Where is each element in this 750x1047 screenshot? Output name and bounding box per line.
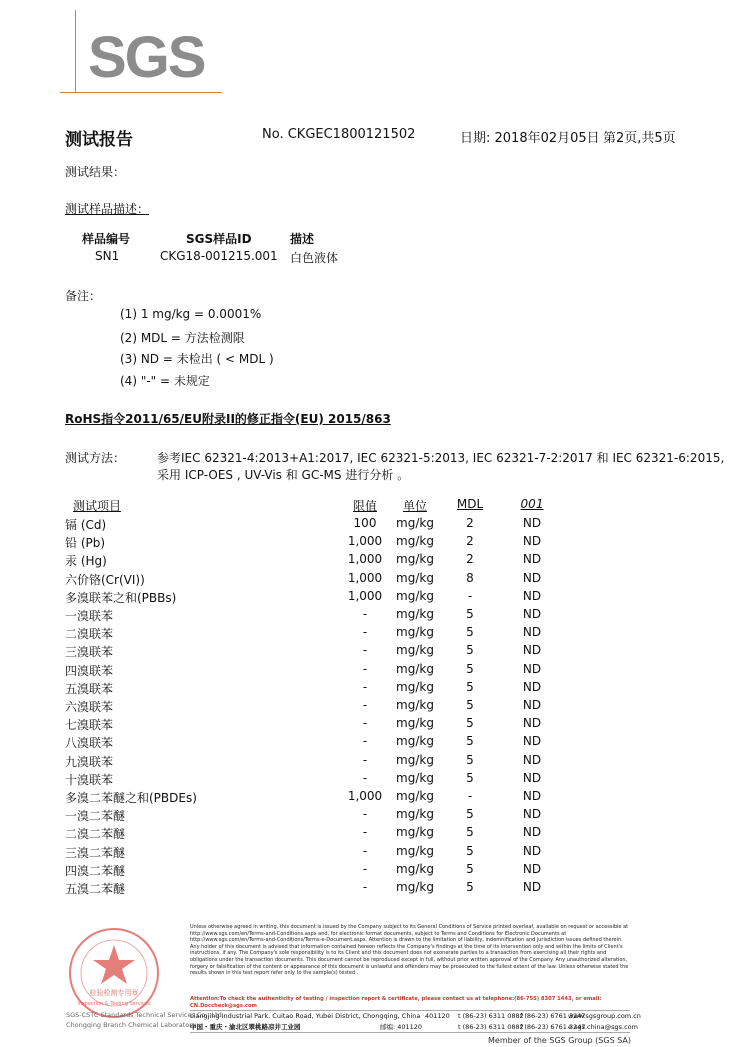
unit-value: mg/kg: [396, 752, 434, 767]
unit-value: mg/kg: [396, 789, 434, 803]
limit-value: -: [362, 825, 368, 840]
directive-title: RoHS指令2011/65/EU附录II的修正指令(EU) 2015/863: [65, 412, 391, 426]
test-item: 三溴联苯: [65, 645, 114, 660]
result-value: ND: [522, 661, 542, 676]
note-item: (1) 1 mg/kg = 0.0001%: [120, 307, 262, 321]
limit-value: 1,000: [347, 588, 383, 603]
test-item: 八溴联苯: [65, 736, 114, 751]
website: www.sgsgroup.com.cn: [568, 1012, 641, 1020]
header-result: 001: [520, 497, 544, 511]
table-row: [0, 516, 750, 534]
result-value: ND: [522, 588, 542, 603]
limit-value: -: [362, 679, 368, 694]
test-item: 五溴二苯醚: [65, 882, 126, 896]
limit-value: 100: [353, 516, 377, 530]
logo-horizontal-line: [60, 92, 222, 93]
mdl-value: 5: [466, 716, 474, 731]
method-text-line1: 参考IEC 62321-4:2013+A1:2017, IEC 62321-5:2013, IEC 62321-7-2:2017 和 IEC 62321-6:2015,: [157, 451, 725, 465]
result-value: ND: [522, 643, 542, 658]
table-row: [0, 698, 750, 716]
result-value: ND: [522, 825, 542, 840]
unit-value: mg/kg: [396, 861, 434, 876]
zip-en: 401120: [425, 1012, 450, 1020]
fax-cn: f (86-23) 6761 3247: [520, 1023, 586, 1031]
test-item: 多溴二苯醚之和(PBDEs): [65, 791, 197, 805]
result-value: ND: [522, 698, 542, 712]
test-item: 一溴联苯: [65, 609, 114, 623]
unit-value: mg/kg: [396, 534, 434, 549]
unit-value: mg/kg: [396, 607, 434, 621]
unit-value: mg/kg: [396, 570, 434, 585]
unit-value: mg/kg: [396, 734, 434, 749]
stamp-sublabel: Inspection & Testing Services: [77, 1001, 151, 1007]
table-row: [0, 680, 750, 698]
mdl-value: 5: [466, 698, 474, 712]
limit-value: -: [362, 843, 368, 858]
result-value: ND: [522, 843, 542, 858]
test-item: 七溴联苯: [65, 718, 114, 733]
header-test-item: 测试项目: [73, 499, 122, 513]
note-item: (2) MDL = 方法检测限: [120, 331, 245, 345]
limit-value: -: [362, 734, 368, 749]
limit-value: -: [362, 716, 368, 731]
unit-value: mg/kg: [396, 698, 434, 712]
method-label: 测试方法：: [65, 451, 126, 465]
table-row: [0, 662, 750, 680]
result-value: ND: [522, 716, 542, 731]
test-item: 镉 (Cd): [65, 518, 107, 532]
address-en: Liangjing Industrial Park, Cuitao Road, Yubei District, Chongqing, China: [190, 1012, 421, 1020]
report-date: 日期: 2018年02月05日: [460, 131, 600, 146]
table-row: [0, 534, 750, 552]
result-value: ND: [522, 880, 542, 894]
result-value: ND: [522, 570, 542, 585]
result-value: ND: [522, 516, 542, 530]
sample-table: [0, 230, 750, 270]
mdl-value: 5: [466, 734, 474, 749]
mdl-value: 5: [466, 861, 474, 876]
result-value: ND: [522, 789, 542, 803]
table-row: [0, 844, 750, 862]
tel-cn: t (86-23) 6311 0882: [458, 1023, 524, 1031]
table-row: [0, 771, 750, 789]
test-item: 四溴二苯醚: [65, 863, 126, 878]
mdl-value: 5: [466, 643, 474, 658]
unit-value: mg/kg: [396, 770, 434, 785]
mdl-value: 5: [466, 625, 474, 640]
table-row: [0, 789, 750, 807]
limit-value: -: [362, 698, 368, 712]
limit-value: 1,000: [347, 552, 383, 567]
member-of-sgs: Member of the SGS Group (SGS SA): [488, 1036, 632, 1045]
limit-value: -: [362, 770, 368, 785]
test-item: 汞 (Hg): [65, 554, 107, 569]
table-row: [0, 589, 750, 607]
sample-header-id: SGS样品ID: [186, 232, 252, 246]
sample-no: SN1: [95, 249, 120, 263]
mdl-value: 2: [466, 516, 474, 530]
result-value: ND: [522, 752, 542, 767]
table-row: [0, 734, 750, 752]
inspection-stamp: [58, 925, 170, 1023]
mdl-value: 5: [466, 661, 474, 676]
unit-value: mg/kg: [396, 552, 434, 567]
limit-value: -: [362, 880, 368, 894]
stamp-label: 检验检测专用章: [89, 989, 139, 997]
mdl-value: 5: [466, 843, 474, 858]
note-item: (4) "-" = 未规定: [120, 374, 210, 388]
test-item: 二溴二苯醚: [65, 827, 126, 842]
table-row: [0, 716, 750, 734]
mdl-value: 8: [466, 570, 474, 585]
test-item: 五溴联苯: [65, 681, 114, 696]
report-number: No. CKGEC1800121502: [262, 127, 416, 142]
fax-en: f (86-23) 6761 3247: [520, 1012, 586, 1020]
table-row: [0, 753, 750, 771]
test-item: 铅 (Pb): [65, 536, 106, 551]
table-row: [0, 643, 750, 661]
result-value: ND: [522, 679, 542, 694]
report-title: 测试报告: [65, 130, 133, 150]
test-item: 九溴联苯: [65, 754, 114, 769]
mdl-value: 5: [466, 880, 474, 894]
unit-value: mg/kg: [396, 807, 434, 822]
mdl-value: 5: [466, 807, 474, 822]
email: e sgs.china@sgs.com: [568, 1023, 638, 1031]
test-item: 多溴联苯之和(PBBs): [65, 590, 177, 605]
limit-value: 1,000: [347, 570, 383, 585]
mdl-value: 5: [466, 607, 474, 621]
logo-text: SGS: [88, 25, 205, 90]
unit-value: mg/kg: [396, 661, 434, 676]
sample-id: CKG18-001215.001: [160, 249, 278, 263]
mdl-value: 5: [466, 825, 474, 840]
limit-value: -: [362, 861, 368, 876]
mdl-value: 5: [466, 679, 474, 694]
table-row: [0, 880, 750, 898]
mdl-value: 2: [466, 534, 474, 549]
test-item: 四溴联苯: [65, 663, 114, 678]
result-value: ND: [522, 734, 542, 749]
address-cn: 中国・重庆・渝北区翠桃路凉井工业园: [190, 1023, 301, 1031]
test-item: 二溴联苯: [65, 627, 114, 642]
unit-value: mg/kg: [396, 588, 434, 603]
table-row: [0, 625, 750, 643]
sgs-logo: [60, 10, 230, 102]
unit-value: mg/kg: [396, 716, 434, 731]
sample-description-label: 测试样品描述：: [65, 202, 150, 216]
footer-separator: [190, 1032, 630, 1033]
table-row: [0, 825, 750, 843]
unit-value: mg/kg: [396, 516, 434, 530]
branch-name-line1: SGS-CSTC Standards Technical Services Co., Ltd.: [66, 1011, 224, 1019]
tel-en: t (86-23) 6311 0882: [458, 1012, 524, 1020]
mdl-value: 2: [466, 552, 474, 567]
limit-value: -: [362, 807, 368, 822]
result-value: ND: [522, 861, 542, 876]
result-value: ND: [522, 625, 542, 640]
terms-fine-print: Unless otherwise agreed in writing, this document is issued by the Company subject to its General Conditions of Service printed overleaf, available on request or accessible at http://www.sgs.com/en/Terms-and-Conditions.aspx and, for electronic format documents, subject to Terms and Conditions for Electronic Documents at http://www.sgs.com/en/Terms-and-Conditions/Terms-e-Document.aspx. Attention is drawn to the limitation of liability, indemnification and jurisdiction issues defined therein. Any holder of this document is advised that information contained hereon reflects the Company's findings at the time of its intervention only and within the limits of Client's instructions, if any. The Company's sole responsibility is to its Client and this document does not exonerate parties to a transaction from exercising all their rights and obligations under the transaction documents. This document cannot be reproduced except in full, without prior written approval of the Company. Any unauthorized alteration, forgery or falsification of the content or appearance of this document is unlawful and offenders may be prosecuted to the fullest extent of the law. Unless otherwise stated the results shown in this test report refer only to the sample(s) tested .: [190, 924, 629, 977]
unit-value: mg/kg: [396, 825, 434, 840]
table-row: [0, 571, 750, 589]
header-mdl: MDL: [456, 497, 484, 511]
branch-name-line2: Chongqing Branch Chemical Laboratory.: [66, 1021, 197, 1029]
note-item: (3) ND = 未检出 ( < MDL ): [120, 352, 274, 366]
sample-header-no: 样品编号: [82, 232, 131, 246]
header-limit: 限值: [352, 499, 377, 513]
results-label: 测试结果：: [65, 165, 126, 179]
unit-value: mg/kg: [396, 679, 434, 694]
test-item: 一溴二苯醚: [65, 809, 126, 824]
mdl-value: 5: [466, 752, 474, 767]
sample-header-desc: 描述: [290, 232, 315, 246]
result-value: ND: [522, 607, 542, 621]
result-value: ND: [522, 534, 542, 549]
test-item: 十溴联苯: [65, 772, 114, 787]
notes-label: 备注：: [65, 289, 102, 303]
result-value: ND: [522, 770, 542, 785]
table-row: [0, 862, 750, 880]
footer: [0, 920, 750, 1047]
test-item: 三溴二苯醚: [65, 845, 126, 860]
limit-value: 1,000: [347, 534, 383, 549]
table-row: [0, 552, 750, 570]
logo-vertical-line: [75, 10, 76, 92]
unit-value: mg/kg: [396, 880, 434, 894]
attention-notice: Attention:To check the authenticity of testing / inspection report & certificate, please contact us at telephone:(86-755) 8307 1443, or email: CN.Doccheck@sgs.com: [190, 996, 602, 1009]
unit-value: mg/kg: [396, 643, 434, 658]
page-number: 第2页,共5页: [603, 131, 676, 146]
table-row: [0, 807, 750, 825]
table-row: [0, 607, 750, 625]
method-text-line2: 采用 ICP-OES , UV-Vis 和 GC-MS 进行分析 。: [157, 468, 410, 482]
limit-value: 1,000: [347, 789, 383, 803]
limit-value: -: [362, 752, 368, 767]
result-value: ND: [522, 807, 542, 822]
mdl-value: 5: [466, 770, 474, 785]
limit-value: -: [362, 661, 368, 676]
zip-cn: 邮编: 401120: [380, 1023, 423, 1031]
test-item: 六价铬(Cr(VI)): [65, 572, 145, 587]
test-item: 六溴联苯: [65, 700, 114, 714]
sample-desc: 白色液体: [290, 251, 339, 265]
unit-value: mg/kg: [396, 625, 434, 640]
limit-value: -: [362, 625, 368, 640]
mdl-value: -: [467, 789, 473, 803]
result-value: ND: [522, 552, 542, 567]
limit-value: -: [362, 643, 368, 658]
unit-value: mg/kg: [396, 843, 434, 858]
limit-value: -: [362, 607, 368, 621]
mdl-value: -: [467, 588, 473, 603]
header-unit: 单位: [402, 499, 427, 513]
